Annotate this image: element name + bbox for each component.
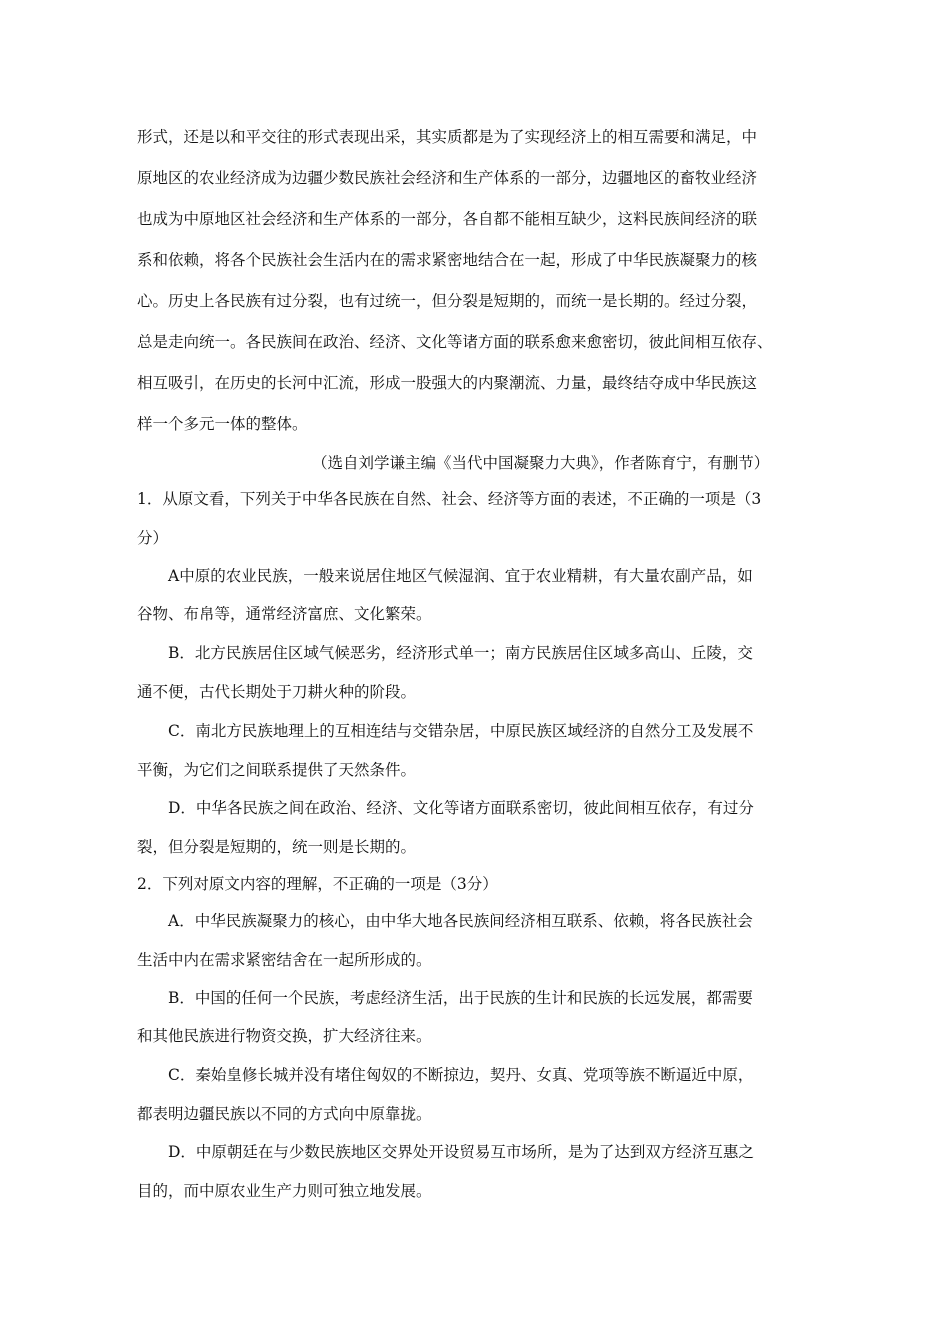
passage-line: 样一个多元一体的整体。 (137, 415, 308, 433)
q1-option-d: D．中华各民族之间在政治、经济、文化等诸方面联系密切，彼此间相互依存，有过分 (168, 799, 754, 817)
passage-line: 心。历史上各民族有过分裂，也有过统一，但分裂是短期的，而统一是长期的。经过分裂， (137, 292, 758, 310)
q2-option-c: 都表明边疆民族以不同的方式向中原靠拢。 (137, 1105, 432, 1123)
passage-line: 形式，还是以和平交往的形式表现出采，其实质都是为了实现经济上的相互需要和满足，中 (137, 128, 758, 146)
q2-option-b: 和其他民族进行物资交换，扩大经济往来。 (137, 1027, 432, 1045)
q1-option-b: 通不便，古代长期处于刀耕火种的阶段。 (137, 683, 417, 701)
q2-option-d: D．中原朝廷在与少数民族地区交界处开设贸易互市场所，是为了达到双方经济互惠之 (168, 1143, 754, 1161)
q1-stem: 分） (137, 529, 169, 547)
q1-stem: 1．从原文看，下列关于中华各民族在自然、社会、经济等方面的表述，不正确的一项是（3 (137, 490, 762, 508)
q1-option-d: 裂，但分裂是短期的，统一则是长期的。 (137, 838, 417, 856)
q1-option-a: A中原的农业民族，一般来说居住地区气候湿润、宜于农业精耕，有大量农副产品，如 (168, 567, 753, 585)
q2-option-a: A．中华民族凝聚力的核心，由中华大地各民族间经济相互联系、依赖，将各民族社会 (168, 912, 753, 930)
q2-option-a: 生活中内在需求紧密结舍在一起所形成的。 (137, 951, 432, 969)
q1-option-a: 谷物、布帛等，通常经济富庶、文化繁荣。 (137, 605, 432, 623)
q2-option-b: B．中国的任何一个民族，考虑经济生活，出于民族的生计和民族的长远发展，都需要 (168, 989, 753, 1007)
q2-option-d: 目的，而中原农业生产力则可独立地发展。 (137, 1182, 432, 1200)
passage-line: 相互吸引，在历史的长河中汇流，形成一股强大的内聚潮流、力量，最终结夺成中华民族这 (137, 374, 758, 392)
q1-option-c: 平衡，为它们之间联系提供了天然条件。 (137, 761, 417, 779)
q2-option-c: C．秦始皇修长城并没有堵住匈奴的不断掠边，契丹、女真、党项等族不断逼近中原， (168, 1066, 754, 1084)
passage-line: 也成为中原地区社会经济和生产体系的一部分，各自都不能相互缺少，这料民族间经济的联 (137, 210, 758, 228)
q1-option-c: C．南北方民族地理上的互相连结与交错杂居，中原民族区域经济的自然分工及发展不 (168, 722, 754, 740)
q2-stem: 2．下列对原文内容的理解，不正确的一项是（3分） (137, 875, 498, 893)
passage-line: 原地区的农业经济成为边疆少数民族社会经济和生产体系的一部分，边疆地区的畜牧业经济 (137, 169, 758, 187)
passage-line: 系和依赖，将各个民族社会生活内在的需求紧密地结合在一起，形成了中华民族凝聚力的核 (137, 251, 758, 269)
passage-line: 总是走向统一。各民族间在政治、经济、文化等诸方面的联系愈来愈密切，彼此间相互依存、 (137, 333, 773, 351)
passage-source: （选自刘学谦主编《当代中国凝聚力大典》，作者陈育宁，有删节） (312, 454, 770, 472)
q1-option-b: B．北方民族居住区域气候恶劣，经济形式单一；南方民族居住区域多高山、丘陵，交 (168, 644, 753, 662)
